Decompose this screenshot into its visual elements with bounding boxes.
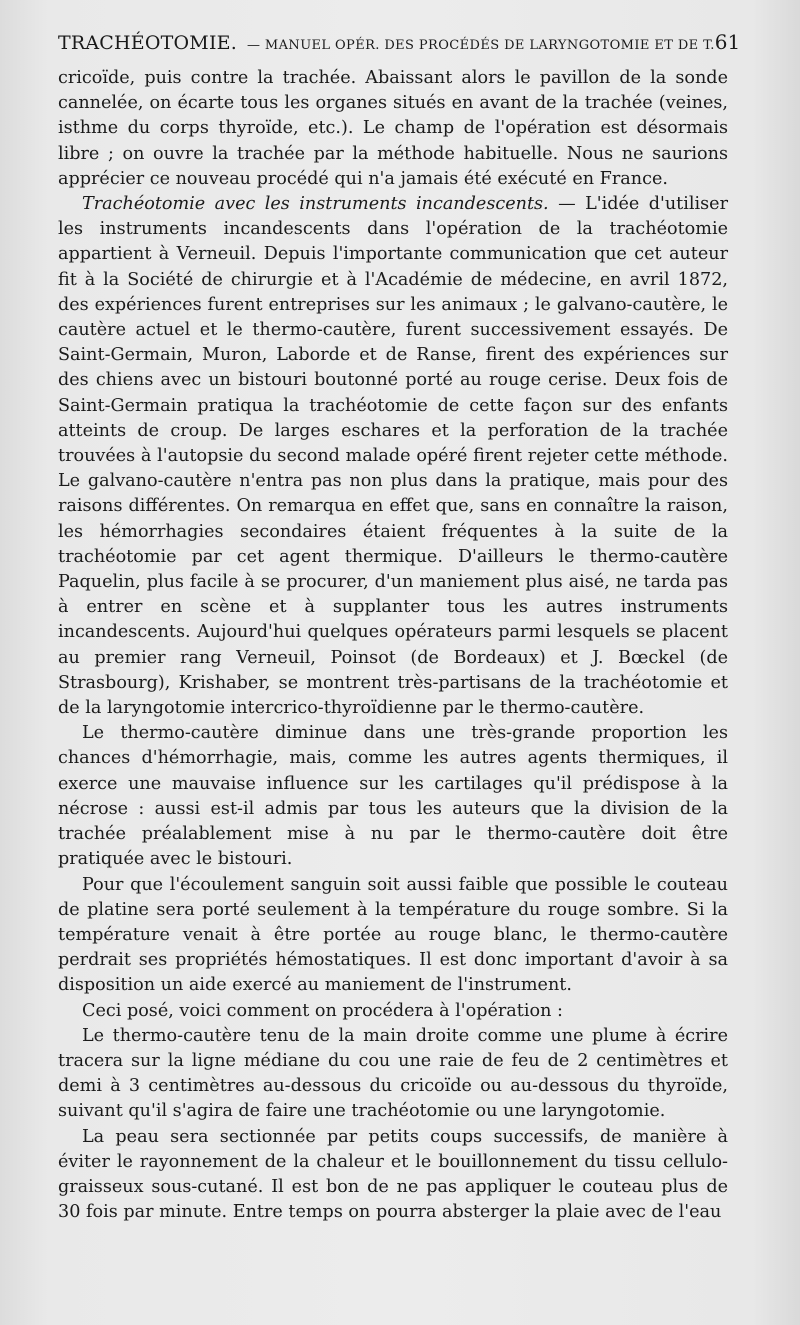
paragraph-text: cricoïde, puis contre la trachée. Abaissant alors le pavillon de la sonde cannelée, on écarte tous les organes situés en avant de la trachée (veines, isthme du corps thyroïde, etc.). Le champ de l'opération est désormais libre ; on ouvre la trachée par la méthode habituelle. Nous ne saurions apprécier ce nouveau procédé qui n'a jamais été exécuté en France. <box>58 68 728 189</box>
paragraph <box>58 1024 728 1125</box>
paragraph <box>58 66 728 192</box>
paragraph <box>58 873 728 999</box>
running-header <box>58 30 741 60</box>
paragraph-text: Le thermo-cautère diminue dans une très-grande proportion les chances d'hémorrhagie, mais, comme les autres agents thermiques, il exerce une mauvaise influence sur les cartilages qu'il prédispose à la nécrose : aussi est-il admis par tous les auteurs que la division de la trachée préalablement mise à nu par le thermo-cautère doit être pratiquée avec le bistouri. <box>58 723 728 870</box>
paragraph-text: La peau sera sectionnée par petits coups successifs, de manière à éviter le rayonnement de la chaleur et le bouillonnement du tissu cellulo-graisseux sous-cutané. Il est bon de ne pas appliquer le couteau plus de 30 fois par minute. Entre temps on pourra absterger la plaie avec de l'eau <box>58 1126 728 1223</box>
paragraph-text: Le thermo-cautère tenu de la main droite comme une plume à écrire tracera sur la ligne médiane du cou une raie de feu de 2 centimètres et demi à 3 centimètres au-dessous du cricoïde ou au-dessous du thyroïde, suivant qu'il s'agira de faire une trachéotomie ou une laryngotomie. <box>58 1025 728 1122</box>
paragraph <box>58 192 728 721</box>
paragraph <box>58 721 728 872</box>
paragraph-text: Pour que l'écoulement sanguin soit aussi faible que possible le couteau de platine sera porté seulement à la température du rouge sombre. Si la température venait à être portée au rouge blanc, le thermo-cautère perdrait ses propriétés hémostatiques. Il est donc important d'avoir à sa disposition un aide exercé au maniement de l'instrument. <box>58 874 728 996</box>
paragraph <box>58 1125 728 1226</box>
paragraph <box>58 999 728 1024</box>
header-subtitle: — MANUEL OPÉR. DES PROCÉDÉS DE LARYNGOTOMIE ET DE T. <box>246 38 715 53</box>
paragraph-text: Ceci posé, voici comment on procédera à l'opération : <box>82 1000 563 1021</box>
body-text <box>58 66 728 1225</box>
header-title: TRACHÉOTOMIE. <box>58 32 237 54</box>
section-heading: Trachéotomie avec les instruments incandescents. <box>82 194 549 215</box>
page-number: 61 <box>714 30 741 54</box>
paragraph-text: — L'idée d'utiliser les instruments incandescents dans l'opération de la trachéotomie appartient à Verneuil. Depuis l'importante communication que cet auteur fit à la Société de chirurgie et à l'Académie de médecine, en avril 1872, des expériences furent entreprises sur les animaux ; le galvano-cautère, le cautère actuel et le thermo-cautère, furent successivement essayés. De Saint-Germain, Muron, Laborde et de Ranse, firent des expériences sur des chiens avec un bistouri boutonné porté au rouge cerise. Deux fois de Saint-Germain pratiqua la trachéotomie de cette façon sur des enfants atteints de croup. De larges eschares et la perforation de la trachée trouvées à l'autopsie du second malade opéré firent rejeter cette méthode. Le galvano-cautère n'entra pas non plus dans la pratique, mais pour des raisons différentes. On remarqua en effet que, sans en connaître la raison, les hémorrhagies secondaires étaient fréquentes à la suite de la trachéotomie par cet agent thermique. D'ailleurs le thermo-cautère Paquelin, plus facile à se procurer, d'un maniement plus aisé, ne tarda pas à entrer en scène et à supplanter tous les autres instruments incandescents. Aujourd'hui quelques opérateurs parmi lesquels se placent au premier rang Verneuil, Poinsot (de Bordeaux) et J. Bœckel (de Strasbourg), Krishaber, se montrent très-partisans de la trachéotomie et de la laryngotomie intercrico-thyroïdienne par le thermo-cautère. <box>58 194 728 719</box>
